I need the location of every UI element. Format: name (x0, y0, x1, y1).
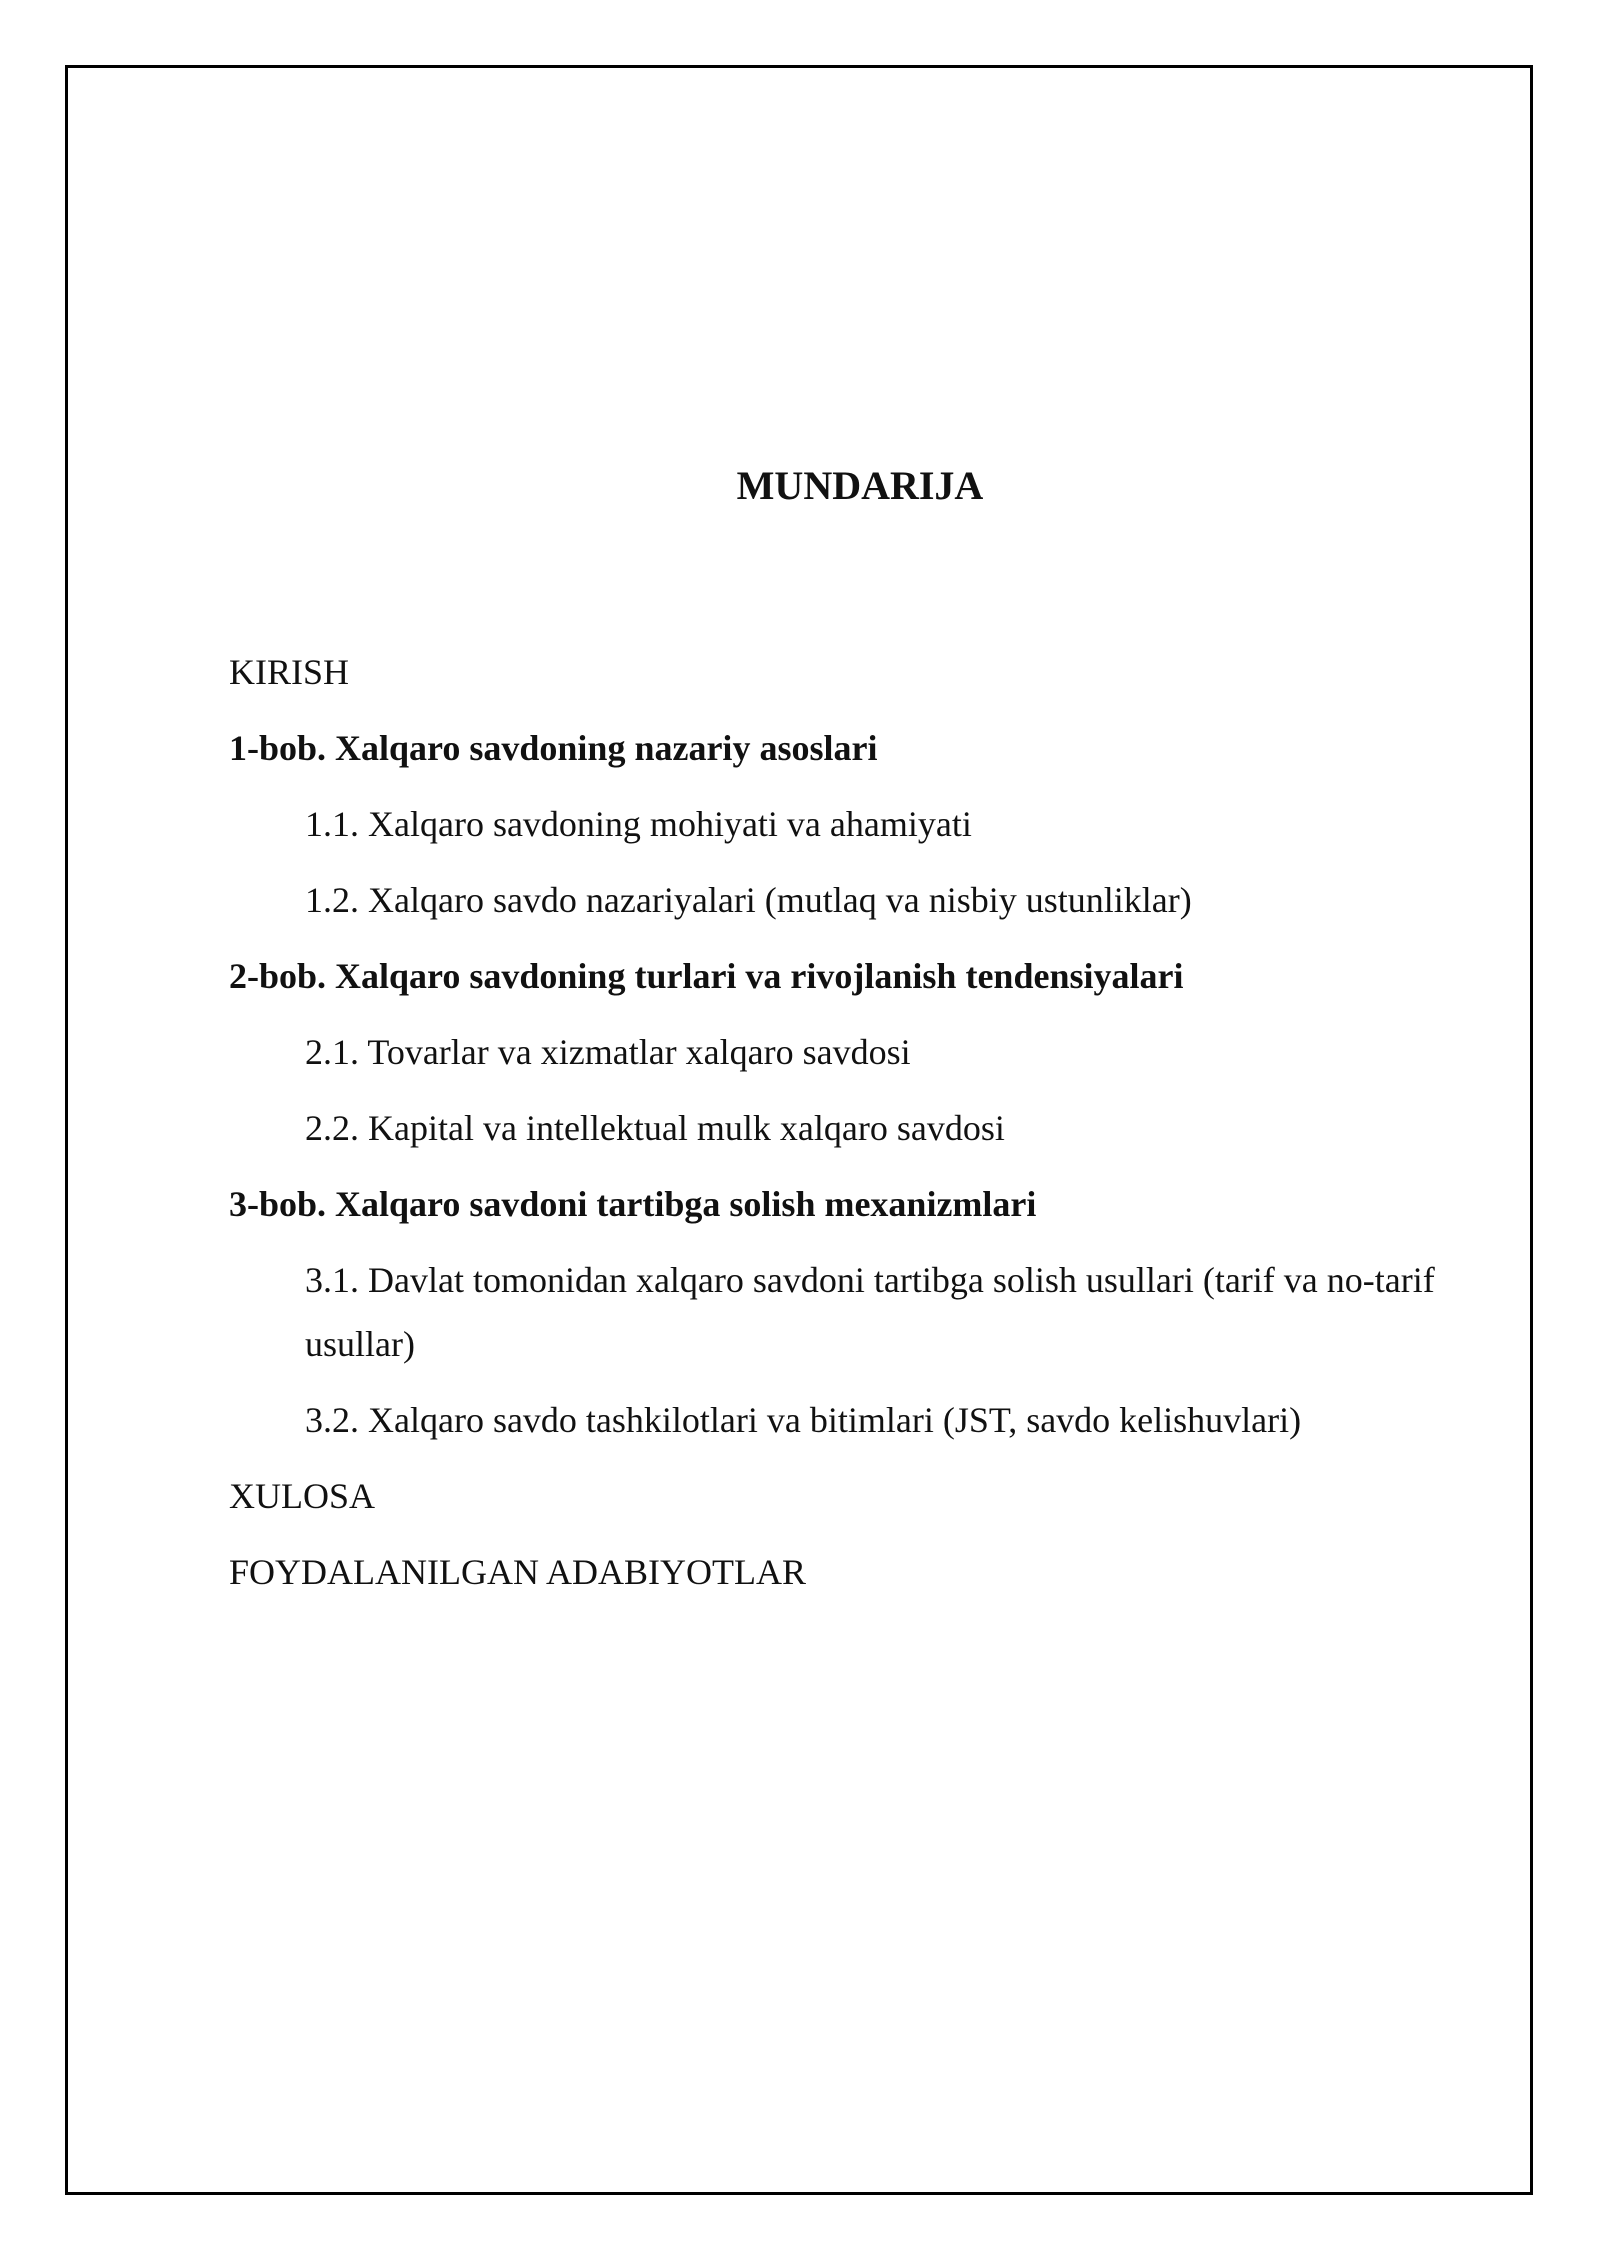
toc-section-1-2: 1.2. Xalqaro savdo nazariyalari (mutlaq va nisbiy ustunliklar) (305, 880, 1192, 920)
toc-entry-references: FOYDALANILGAN ADABIYOTLAR (229, 1552, 806, 1592)
toc-entry-introduction: KIRISH (229, 652, 350, 692)
toc-chapter-3: 3-bob. Xalqaro savdoni tartibga solish mexanizmlari (229, 1184, 1037, 1224)
toc-section-2-2: 2.2. Kapital va intellektual mulk xalqaro savdosi (305, 1108, 1005, 1148)
toc-chapter-1: 1-bob. Xalqaro savdoning nazariy asoslari (229, 728, 878, 768)
toc-section-1-1: 1.1. Xalqaro savdoning mohiyati va ahamiyati (305, 804, 972, 844)
toc-section-3-1: 3.1. Davlat tomonidan xalqaro savdoni tartibga solish usullari (tarif va no-tarif usullar) (305, 1260, 1435, 1364)
toc-section-3-2: 3.2. Xalqaro savdo tashkilotlari va bitimlari (JST, savdo kelishuvlari) (305, 1400, 1302, 1440)
toc-section-2-1: 2.1. Tovarlar va xizmatlar xalqaro savdosi (305, 1032, 911, 1072)
toc-entry-conclusion: XULOSA (229, 1476, 376, 1516)
toc-chapter-2: 2-bob. Xalqaro savdoning turlari va rivojlanish tendensiyalari (229, 956, 1184, 996)
table-of-contents (229, 640, 1509, 1616)
toc-title: MUNDARIJA (736, 463, 984, 508)
